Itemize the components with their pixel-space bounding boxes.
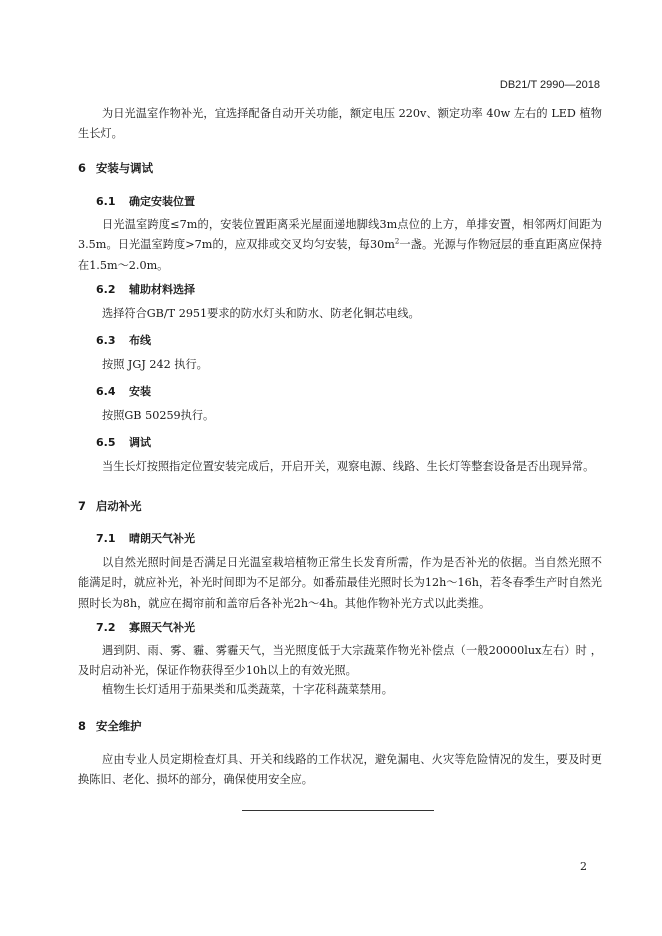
section-6-3-paragraph: 按照 JGJ 242 执行。	[102, 358, 208, 371]
subsection-title: 晴朗天气补光	[129, 532, 195, 545]
section-title: 启动补光	[96, 499, 142, 513]
end-rule	[242, 810, 434, 811]
subsection-title: 确定安装位置	[129, 195, 195, 208]
section-number: 7	[78, 499, 86, 513]
section-8-paragraph: 应由专业人员定期检查灯具、开关和线路的工作状况，避免漏电、火灾等危险情况的发生，要及时更换陈旧、老化、损坏的部分，确保使用安全应。	[78, 753, 602, 787]
section-6-1-heading	[78, 192, 620, 212]
paragraph-text: 日光温室跨度≤7m的，安装位置距离采光屋面递地脚线3m点位的上方，单排安置，相邻两灯间距为3.5m。日光温室跨度>7m的，应双排或交叉均匀安装，每30m	[78, 218, 602, 252]
section-8-heading	[78, 716, 602, 736]
subsection-number: 7.1	[96, 532, 116, 545]
section-title: 安全维护	[96, 719, 142, 733]
section-6-3-heading	[78, 331, 620, 351]
subsection-number: 6.2	[96, 283, 116, 296]
subsection-number: 6.3	[96, 334, 116, 347]
section-6-heading	[78, 158, 602, 178]
paragraph-text: 一盏。光源与作物冠层的垂直距离应保持在1.5m～2.0m。	[78, 238, 602, 272]
subsection-number: 6.4	[96, 385, 116, 398]
section-6-1-paragraph	[78, 215, 602, 276]
subsection-title: 布线	[129, 334, 151, 347]
subsection-title: 寡照天气补光	[129, 621, 195, 634]
section-6-5-paragraph: 当生长灯按照指定位置安装完成后，开启开关，观察电源、线路、生长灯等整套设备是否出现异常。	[102, 460, 595, 473]
section-6-4-paragraph: 按照GB 50259执行。	[102, 409, 215, 422]
section-7-2-heading	[78, 618, 620, 638]
intro-paragraph: 为日光温室作物补光，宜选择配备自动开关功能，额定电压 220v、额定功率 40w 左右的 LED 植物生长灯。	[78, 107, 602, 141]
section-7-1-paragraph: 以自然光照时间是否满足日光温室栽培植物正常生长发育所需，作为是否补光的依据。当自然光照不能满足时，就应补光，补光时间即为不足部分。如番茄最佳光照时长为12h～16h，若冬春季生产时自然光照时长为8h，就应在揭帘前和盖帘后各补光2h～4h。其他作物补光方式以此类推。	[78, 556, 602, 610]
section-title: 安装与调试	[96, 161, 153, 175]
section-6-5-heading	[78, 433, 620, 453]
section-7-2-paragraph-2: 植物生长灯适用于茄果类和瓜类蔬菜，十字花科蔬菜禁用。	[102, 683, 393, 696]
subsection-title: 安装	[129, 385, 151, 398]
section-number: 6	[78, 161, 86, 175]
subsection-number: 7.2	[96, 621, 116, 634]
subsection-number: 6.1	[96, 195, 116, 208]
section-6-2-heading	[78, 280, 620, 300]
section-7-2-paragraph: 遇到阴、雨、雾、霾、雾霾天气，当光照度低于大宗蔬菜作物光补偿点（一般20000lux左右）时 ，及时启动补光，保证作物获得至少10h以上的有效光照。	[78, 644, 602, 678]
section-6-2-paragraph: 选择符合GB/T 2951要求的防水灯头和防水、防老化铜芯电线。	[102, 307, 420, 320]
section-6-4-heading	[78, 382, 620, 402]
subsection-title: 辅助材料选择	[129, 283, 195, 296]
section-7-1-heading	[78, 529, 620, 549]
page-number: 2	[580, 860, 587, 873]
section-number: 8	[78, 719, 86, 733]
section-7-heading	[78, 496, 602, 516]
document-code: DB21/T 2990—2018	[499, 79, 600, 91]
subsection-number: 6.5	[96, 436, 116, 449]
superscript: 2	[394, 237, 400, 246]
subsection-title: 调试	[129, 436, 151, 449]
